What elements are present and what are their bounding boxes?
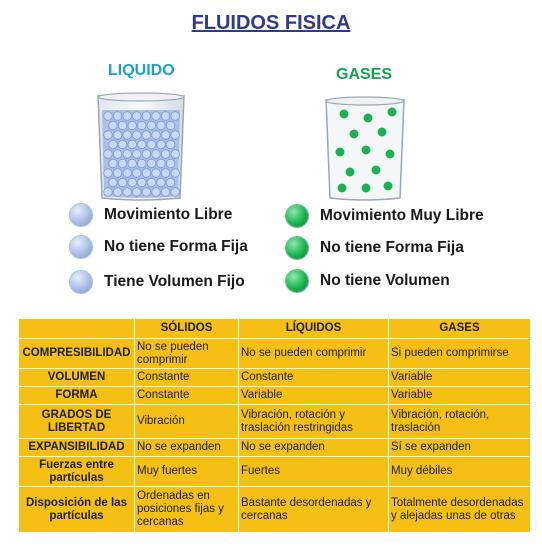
liquid-particle [161, 150, 170, 159]
liquid-particle [152, 150, 161, 159]
table-cell: Variable [239, 387, 389, 405]
liquid-particle [171, 150, 180, 159]
table-cell: Muy fuertes [135, 457, 239, 487]
liquid-particle [118, 140, 127, 149]
table-header-empty [19, 319, 135, 339]
gas-item: Movimiento Muy Libre [286, 205, 484, 227]
liquid-particle [128, 140, 137, 149]
liquid-particle [118, 121, 127, 130]
liquid-particle [161, 188, 170, 197]
table-cell: Variable [389, 369, 531, 387]
liquid-particle [166, 159, 175, 168]
liquid-particle [133, 169, 142, 178]
gas-item: No tiene Forma Fija [286, 237, 464, 259]
states-comparison-table [18, 318, 531, 533]
liquid-particle [133, 131, 142, 140]
liquid-particle [113, 131, 122, 140]
table-cell: Bastante desordenadas y cercanas [239, 487, 389, 533]
liquid-particle [118, 159, 127, 168]
blue-sphere-icon [70, 236, 92, 258]
table-cell: Fuertes [239, 457, 389, 487]
table-cell: Totalmente desordenadas y alejadas unas de otras [389, 487, 531, 533]
row-label: VOLUMEN [19, 369, 135, 387]
liquid-particle [113, 169, 122, 178]
liquid-particle [133, 150, 142, 159]
table-row [19, 339, 531, 369]
table-cell: Vibración, rotación y traslación restringidas [239, 405, 389, 439]
table-header-row [19, 319, 531, 339]
liquid-particle [161, 169, 170, 178]
liquid-particle [142, 150, 151, 159]
liquid-particle [161, 131, 170, 140]
liquid-particle [104, 150, 113, 159]
table-row [19, 439, 531, 457]
table-cell: Constante [135, 369, 239, 387]
table-header-gases: GASES [389, 319, 531, 339]
liquid-particle [142, 131, 151, 140]
liquid-particle [133, 112, 142, 121]
liquid-particle [161, 112, 170, 121]
table-cell: Ordenadas en posiciones fijas y cercanas [135, 487, 239, 533]
table-header-solidos: SÓLIDOS [135, 319, 239, 339]
table-row [19, 387, 531, 405]
liquid-particle [113, 188, 122, 197]
liquid-particle [109, 121, 118, 130]
liquid-particle [166, 178, 175, 187]
table-row [19, 457, 531, 487]
table-cell: Muy débiles [389, 457, 531, 487]
gas-title: GASES [336, 66, 393, 83]
table-cell: No se expanden [239, 439, 389, 457]
table-cell: Constante [135, 387, 239, 405]
row-label: Fuerzas entre partículas [19, 457, 135, 487]
liquid-particle [128, 159, 137, 168]
table-row [19, 369, 531, 387]
table-cell: No se expanden [135, 439, 239, 457]
liquid-particle [109, 178, 118, 187]
liquid-particle [142, 112, 151, 121]
liquid-particle [157, 159, 166, 168]
row-label: EXPANSIBILIDAD [19, 439, 135, 457]
liquid-particle [157, 140, 166, 149]
liquid-particle [142, 188, 151, 197]
liquid-particle [152, 131, 161, 140]
liquid-particle [138, 140, 147, 149]
liquid-particle [171, 169, 180, 178]
row-label: COMPRESIBILIDAD [19, 339, 135, 369]
liquid-particle [147, 178, 156, 187]
table-cell: Si pueden comprimirse [389, 339, 531, 369]
liquid-particle [166, 140, 175, 149]
liquid-particle [171, 131, 180, 140]
table-cell: Vibración [135, 405, 239, 439]
liquid-particle [152, 112, 161, 121]
liquid-particle [104, 169, 113, 178]
green-sphere-icon [286, 270, 308, 292]
liquid-particle [113, 150, 122, 159]
liquid-title: LIQUIDO [108, 62, 175, 79]
liquid-particle [157, 121, 166, 130]
table-header-liquidos: LÍQUIDOS [239, 319, 389, 339]
green-sphere-icon [286, 237, 308, 259]
row-label: Disposición de las partículas [19, 487, 135, 533]
liquid-particle [104, 131, 113, 140]
table-cell: No se pueden comprimir [135, 339, 239, 369]
liquid-particle [123, 150, 132, 159]
page-title: FLUIDOS FISICA [191, 12, 351, 34]
table-cell: Vibración, rotación, traslación [389, 405, 531, 439]
liquid-particle [171, 188, 180, 197]
liquid-particle [157, 178, 166, 187]
table-cell: No se pueden comprimir [239, 339, 389, 369]
liquid-particle [104, 188, 113, 197]
liquid-item: Tiene Volumen Fijo [70, 271, 245, 293]
liquid-particle [128, 178, 137, 187]
table-cell: Sí se expanden [389, 439, 531, 457]
liquid-particle [152, 169, 161, 178]
blue-sphere-icon [70, 271, 92, 293]
liquid-particle [138, 121, 147, 130]
liquid-particle [123, 112, 132, 121]
table-cell: Constante [239, 369, 389, 387]
liquid-particle [123, 169, 132, 178]
liquid-particle [166, 121, 175, 130]
liquid-particle [104, 112, 113, 121]
blue-sphere-icon [70, 204, 92, 226]
row-label: GRADOS DE LIBERTAD [19, 405, 135, 439]
liquid-particle [123, 188, 132, 197]
liquid-particle [147, 159, 156, 168]
liquid-particle [113, 112, 122, 121]
liquid-item: Movimiento Libre [70, 204, 232, 226]
liquid-particle [142, 169, 151, 178]
liquid-particle [138, 159, 147, 168]
liquid-particle [133, 188, 142, 197]
liquid-particle [147, 121, 156, 130]
liquid-particle [128, 121, 137, 130]
row-label: FORMA [19, 387, 135, 405]
table-row [19, 405, 531, 439]
liquid-beaker-illustration [94, 92, 188, 202]
liquid-particle [147, 140, 156, 149]
gas-item: No tiene Volumen [286, 270, 450, 292]
liquid-particle [171, 112, 180, 121]
liquid-particle [152, 188, 161, 197]
liquid-particle [123, 131, 132, 140]
table-cell: Variable [389, 387, 531, 405]
liquid-particle [118, 178, 127, 187]
liquid-particle [109, 140, 118, 149]
liquid-item: No tiene Forma Fija [70, 236, 248, 258]
table-row [19, 487, 531, 533]
green-sphere-icon [286, 205, 308, 227]
gas-beaker-illustration [322, 96, 408, 202]
liquid-particle [109, 159, 118, 168]
liquid-particle [138, 178, 147, 187]
